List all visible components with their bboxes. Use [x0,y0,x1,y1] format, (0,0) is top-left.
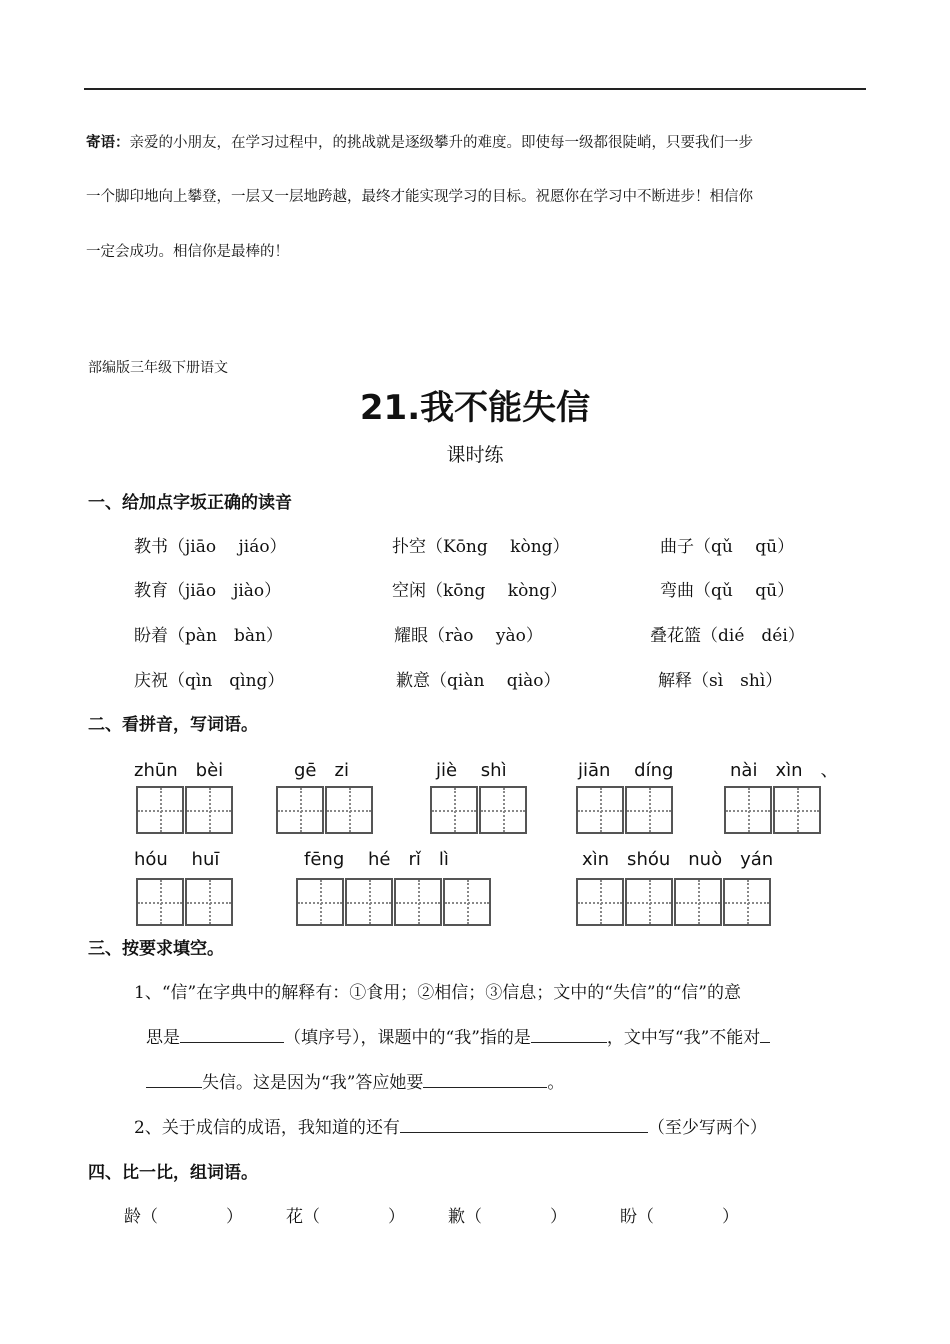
pinyin-choice[interactable]: 叠花篮（dié déi） [650,626,805,646]
pinyin-choice[interactable]: 扑空（Kōng kòng） [392,537,570,557]
writing-box[interactable] [625,786,673,834]
writing-grid[interactable] [724,786,822,834]
pinyin-choice[interactable]: 教育（jiāo jiào） [134,581,282,601]
compare-word[interactable]: 歉（ ） [448,1207,567,1227]
writing-grid[interactable] [276,786,374,834]
pinyin-label: gē zi [294,760,349,781]
pinyin-choice[interactable]: 盼着（pàn bàn） [134,626,283,646]
writing-box[interactable] [674,878,722,926]
pinyin-choice[interactable]: 曲子（qǔ qū） [660,537,795,557]
writing-box[interactable] [185,878,233,926]
pinyin-choice[interactable]: 耀眼（rào yào） [394,626,543,646]
pinyin-label: jiān díng [578,760,674,781]
q1-text: 失信。这是因为“我”答应她要 [202,1073,424,1093]
writing-grid[interactable] [576,878,772,926]
writing-box[interactable] [296,878,344,926]
writing-box[interactable] [136,878,184,926]
answer-blank[interactable] [760,1026,770,1043]
writing-box[interactable] [576,878,624,926]
pinyin-label: jiè shì [436,760,507,781]
section2-heading: 二、看拼音，写词语。 [88,715,258,735]
q2-text: （至少写两个） [647,1118,767,1138]
section1-heading: 一、给加点字坂正确的读音 [88,493,292,513]
pinyin-choice[interactable]: 弯曲（qǔ qū） [660,581,795,601]
pinyin-label: fēng hé rǐ lì [304,849,449,870]
writing-grid[interactable] [296,878,492,926]
answer-blank[interactable] [146,1071,202,1088]
pinyin-label: zhūn bèi [134,760,224,781]
answer-blank[interactable] [180,1026,284,1043]
message-label: 寄语： [86,134,130,151]
pinyin-label: nài xìn 、 [730,760,839,781]
writing-box[interactable] [576,786,624,834]
answer-blank[interactable] [531,1026,607,1043]
writing-grid[interactable] [576,786,674,834]
writing-box[interactable] [443,878,491,926]
writing-box[interactable] [430,786,478,834]
writing-grid[interactable] [136,786,234,834]
writing-grid[interactable] [430,786,528,834]
q1-text: 。 [547,1073,565,1093]
answer-blank[interactable] [400,1116,648,1133]
compare-word[interactable]: 盼（ ） [620,1207,739,1227]
pinyin-choice[interactable]: 歉意（qiàn qiào） [396,671,561,691]
q1-text: ，文中写“我”不能对 [606,1028,761,1048]
writing-box[interactable] [136,786,184,834]
section3-heading: 三、按要求填空。 [88,939,224,959]
writing-box[interactable] [723,878,771,926]
page-title: 21.我不能失信 [359,388,591,428]
writing-grid[interactable] [136,878,234,926]
q2-text: 2、关于成信的成语，我知道的还有 [134,1118,400,1138]
compare-word[interactable]: 花（ ） [286,1207,405,1227]
writing-box[interactable] [394,878,442,926]
question-1-line-2 [146,1023,770,1048]
writing-box[interactable] [625,878,673,926]
pinyin-label: hóu huī [134,849,220,870]
q1-text: （填序号），课题中的“我”指的是 [284,1028,531,1048]
top-rule [84,88,866,90]
message-line-2: 一个脚印地向上攀登，一层又一层地跨越，最终才能实现学习的目标。祝愿你在学习中不断进步！相信你 [86,189,753,205]
message-line-3: 一定会成功。相信你是最棒的！ [86,244,289,260]
writing-box[interactable] [724,786,772,834]
question-1-line-3 [146,1068,564,1093]
q1-text: 思是 [146,1028,180,1048]
message-line-1 [86,136,868,151]
answer-blank[interactable] [423,1071,547,1088]
writing-box[interactable] [185,786,233,834]
writing-box[interactable] [276,786,324,834]
section4-heading: 四、比一比，组词语。 [88,1163,258,1183]
pinyin-choice[interactable]: 庆祝（qìn qìng） [134,671,285,691]
grade-label: 部编版三年级下册语文 [88,360,228,376]
writing-box[interactable] [325,786,373,834]
compare-word[interactable]: 龄（ ） [124,1207,243,1227]
page-subtitle: 课时练 [446,444,504,466]
writing-box[interactable] [345,878,393,926]
writing-box[interactable] [773,786,821,834]
pinyin-choice[interactable]: 教书（jiāo jiáo） [134,537,287,557]
question-2-line [134,1113,767,1138]
pinyin-choice[interactable]: 解释（sì shì） [658,671,783,691]
pinyin-choice[interactable]: 空闲（kōng kòng） [392,581,568,601]
writing-box[interactable] [479,786,527,834]
question-1-line-1: 1、“信”在字典中的解释有：①食用；②相信；③信息；文中的“失信”的“信”的意 [134,983,741,1003]
message-text-1: 亲爱的小朋友，在学习过程中，的挑战就是逐级攀升的难度。即使每一级都很陡峭，只要我们一步 [129,135,753,151]
pinyin-label: xìn shóu nuò yán [582,849,774,870]
